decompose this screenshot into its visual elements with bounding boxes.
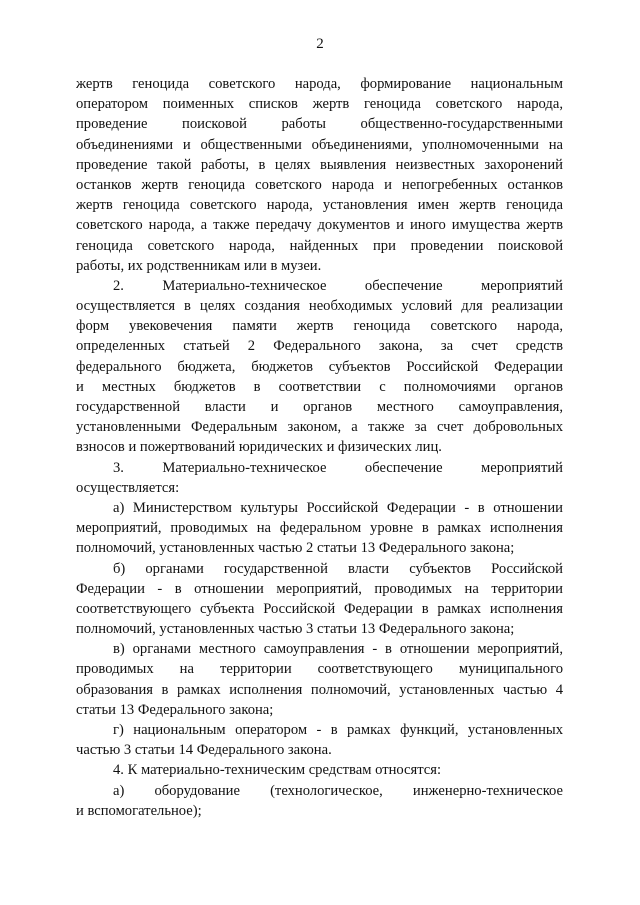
text-line: проводимых на территории соответствующего муниципального bbox=[76, 661, 563, 678]
text-line: федерального бюджета, бюджетов субъектов Российской Федерации bbox=[76, 358, 563, 375]
text-line: осуществляется в целях создания необходимых условий для реализации bbox=[76, 298, 563, 315]
text-line: в) органами местного самоуправления - в отношении мероприятий, bbox=[113, 641, 563, 658]
text-line: установленными Федеральным законом, а также за счет добровольных bbox=[76, 419, 563, 436]
text-line: проведение такой работы, в целях выявления неизвестных захоронений bbox=[76, 156, 563, 173]
text-line: частью 3 статьи 14 Федерального закона. bbox=[76, 742, 332, 759]
text-line: работы, их родственникам или в музеи. bbox=[76, 257, 322, 274]
text-line: объединениями и общественными объединениями, уполномоченными на bbox=[76, 136, 563, 153]
paragraph-4 bbox=[76, 760, 563, 780]
paragraph-1-continuation bbox=[76, 74, 563, 276]
text-line: определенных статьей 2 Федерального закона, за счет средств bbox=[76, 338, 563, 355]
text-line: останков жертв геноцида советского народа и непогребенных останков bbox=[76, 176, 563, 193]
text-line: а) оборудование (технологическое, инженерно-техническое bbox=[113, 782, 563, 799]
text-line: соответствующего субъекта Российской Федерации в рамках исполнения bbox=[76, 600, 563, 617]
text-line: 2. Материально-техническое обеспечение мероприятий bbox=[113, 277, 563, 294]
text-line: а) Министерством культуры Российской Федерации - в отношении bbox=[113, 499, 563, 516]
text-line: жертв геноцида советского народа, установления имен жертв геноцида bbox=[76, 197, 563, 214]
paragraph-4a bbox=[76, 781, 563, 821]
text-line: г) национальным оператором - в рамках функций, установленных bbox=[113, 722, 563, 738]
paragraph-3d bbox=[76, 720, 563, 760]
text-line: форм увековечения памяти жертв геноцида советского народа, bbox=[76, 318, 563, 335]
text-line: оператором поименных списков жертв геноцида советского народа, bbox=[76, 96, 563, 113]
text-line: осуществляется: bbox=[76, 479, 180, 496]
paragraph-3b bbox=[76, 559, 563, 640]
text-line: и местных бюджетов в соответствии с полномочиями органов bbox=[76, 378, 563, 395]
text-line: мероприятий, проводимых на федеральном уровне в рамках исполнения bbox=[76, 520, 563, 537]
text-line: геноцида советского народа, найденных при проведении поисковой bbox=[76, 237, 563, 254]
document-body bbox=[76, 74, 563, 821]
text-line: и вспомогательное); bbox=[76, 802, 202, 819]
text-line: образования в рамках исполнения полномочий, установленных частью 4 bbox=[76, 681, 563, 698]
text-line: статьи 13 Федерального закона; bbox=[76, 701, 274, 718]
paragraph-3a bbox=[76, 498, 563, 559]
paragraph-3c bbox=[76, 639, 563, 720]
page-number: 2 bbox=[316, 36, 324, 52]
text-line: полномочий, установленных частью 3 статьи 13 Федерального закона; bbox=[76, 621, 515, 638]
text-line: проведение поисковой работы общественно-государственными bbox=[76, 116, 563, 133]
text-line: 3. Материально-техническое обеспечение мероприятий bbox=[113, 459, 563, 476]
text-line: государственной власти и органов местного самоуправления, bbox=[76, 399, 563, 415]
paragraph-3 bbox=[76, 458, 563, 498]
text-line: советского народа, а также передачу документов и иного имущества жертв bbox=[76, 217, 563, 234]
text-line: жертв геноцида советского народа, формирование национальным bbox=[76, 76, 563, 92]
text-line: Федерации - в отношении мероприятий, проводимых на территории bbox=[76, 580, 563, 597]
text-line: б) органами государственной власти субъектов Российской bbox=[113, 560, 563, 577]
text-line: полномочий, установленных частью 2 статьи 13 Федерального закона; bbox=[76, 540, 515, 557]
text-line: взносов и пожертвований юридических и физических лиц. bbox=[76, 439, 442, 456]
text-line: 4. К материально-техническим средствам относятся: bbox=[113, 762, 442, 779]
paragraph-2 bbox=[76, 276, 563, 458]
